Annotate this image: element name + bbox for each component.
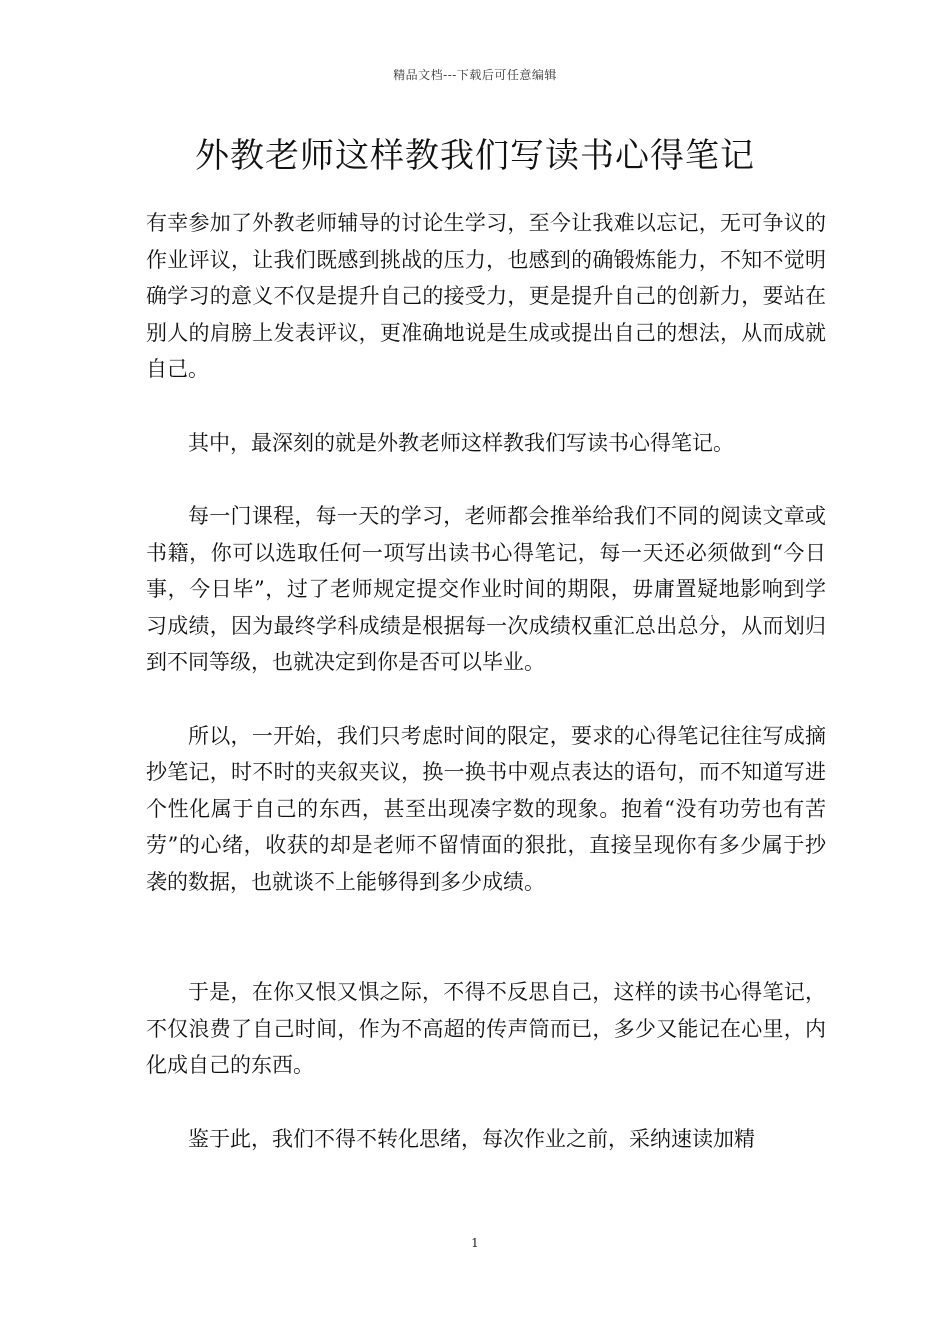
paragraph-spacer — [146, 681, 826, 718]
header-note: 精品文档---下载后可任意编辑 — [393, 68, 557, 82]
paragraph-spacer — [146, 1084, 826, 1121]
paragraph-4: 所以，一开始，我们只考虑时间的限定，要求的心得笔记往往写成摘抄笔记，时不时的夹叙夹议，换一换书中观点表达的语句，而不知道写进个性化属于自己的东西，甚至出现凑字数的现象。抱着“没有功劳也有苦劳”的心绪，收获的却是老师不留情面的狠批，直接呈现你有多少属于抄袭的数据，也就谈不上能够得到多少成绩。 — [146, 723, 826, 894]
paragraph-6: 鉴于此，我们不得不转化思绪，每次作业之前，采纳速读加精 — [188, 1126, 755, 1151]
document-body — [146, 205, 826, 1157]
paragraph-spacer — [146, 461, 826, 498]
page-number: 1 — [471, 1236, 479, 1250]
paragraph-2: 其中，最深刻的就是外教老师这样教我们写读书心得笔记。 — [188, 430, 734, 455]
paragraph-1: 有幸参加了外教老师辅导的讨论生学习，至今让我难以忘记，无可争议的作业评议，让我们既感到挑战的压力，也感到的确锻炼能力，不知不觉明确学习的意义不仅是提升自己的接受力，更是提升自己的创新力，要站在别人的肩膀上发表评议，更准确地说是生成或提出自己的想法，从而成就自己。 — [146, 211, 826, 381]
paragraph-spacer — [146, 388, 826, 425]
document-title: 外教老师这样教我们写读书心得笔记 — [195, 136, 755, 176]
paragraph-spacer — [146, 900, 826, 974]
paragraph-3: 每一门课程，每一天的学习，老师都会推举给我们不同的阅读文章或书籍，你可以选取任何一项写出读书心得笔记，每一天还必须做到“今日事，今日毕”，过了老师规定提交作业时间的期限，毋庸置疑地影响到学习成绩，因为最终学科成绩是根据每一次成绩权重汇总出总分，从而划归到不同等级，也就决定到你是否可以毕业。 — [146, 504, 826, 674]
paragraph-5: 于是，在你又恨又惧之际，不得不反思自己，这样的读书心得笔记，不仅浪费了自己时间，作为不高超的传声筒而已，多少又能记在心里，内化成自己的东西。 — [146, 980, 826, 1077]
